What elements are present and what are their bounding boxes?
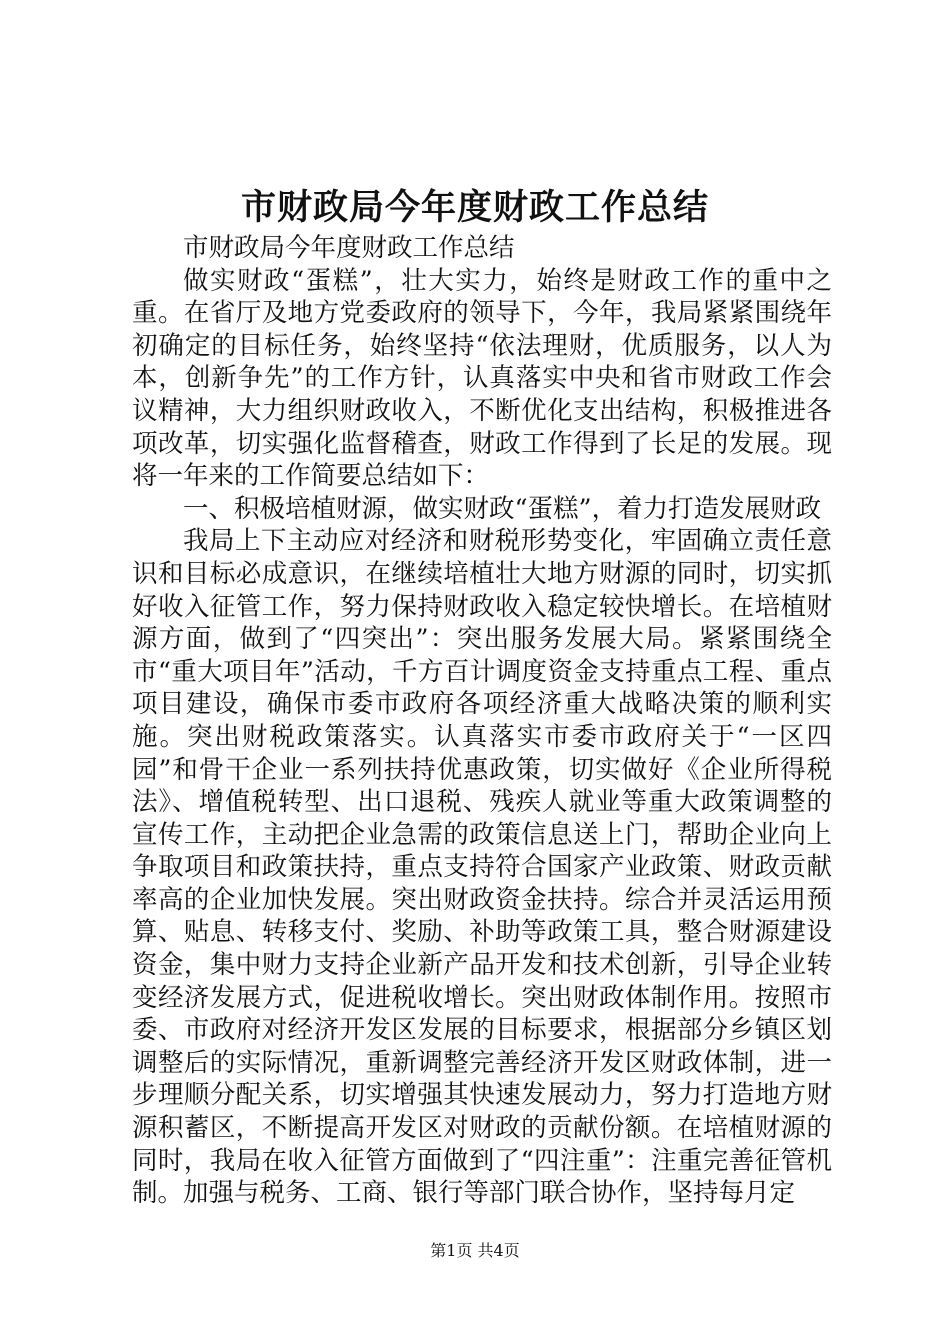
paragraph-section-heading: 一、积极培植财源，做实财政“蛋糕”，着力打造发展财政 [183,493,822,524]
document-body [132,232,832,1210]
page-number: 第1页 共4页 [430,1241,520,1260]
paragraph-subtitle: 市财政局今年度财政工作总结 [183,233,515,263]
paragraph-intro: 做实财政“蛋糕”，壮大实力，始终是财政工作的重中之重。在省厅及地方党委政府的领导下，今年，我局紧紧围绕年初确定的目标任务，始终坚持“依法理财，优质服务，以人为本，创新争先”的工作方针，认真落实中央和省市财政工作会议精神，大力组织财政收入，不断优化支出结构，积极推进各项改革，切实强化监督稽查，财政工作得到了长足的发展。现将一年来的工作简要总结如下： [132,265,832,492]
paragraph-section-body: 我局上下主动应对经济和财税形势变化，牢固确立责任意识和目标必成意识，在继续培植壮大地方财源的同时，切实抓好收入征管工作，努力保持财政收入稳定较快增长。在培植财源方面，做到了“四突出”：突出服务发展大局。紧紧围绕全市“重大项目年”活动，千方百计调度资金支持重点工程、重点项目建设，确保市委市政府各项经济重大战略决策的顺利实施。突出财税政策落实。认真落实市委市政府关于“一区四园”和骨干企业一系列扶持优惠政策，切实做好《企业所得税法》、增值税转型、出口退税、残疾人就业等重大政策调整的宣传工作，主动把企业急需的政策信息送上门，帮助企业向上争取项目和政策扶持，重点支持符合国家产业政策、财政贡献率高的企业加快发展。突出财政资金扶持。综合并灵活运用预算、贴息、转移支付、奖励、补助等政策工具，整合财源建设资金，集中财力支持企业新产品开发和技术创新，引导企业转变经济发展方式，促进税收增长。突出财政体制作用。按照市委、市政府对经济开发区发展的目标要求，根据部分乡镇区划调整后的实际情况，重新调整完善经济开发区财政体制，进一步理顺分配关系，切实增强其快速发展动力，努力打造地方财源积蓄区，不断提高开发区对财政的贡献份额。在培植财源的同时，我局在收入征管方面做到了“四注重”：注重完善征管机制。加强与税务、工商、银行等部门联合协作，坚持每月定 [132,526,832,1209]
document-title: 市财政局今年度财政工作总结 [240,187,709,228]
